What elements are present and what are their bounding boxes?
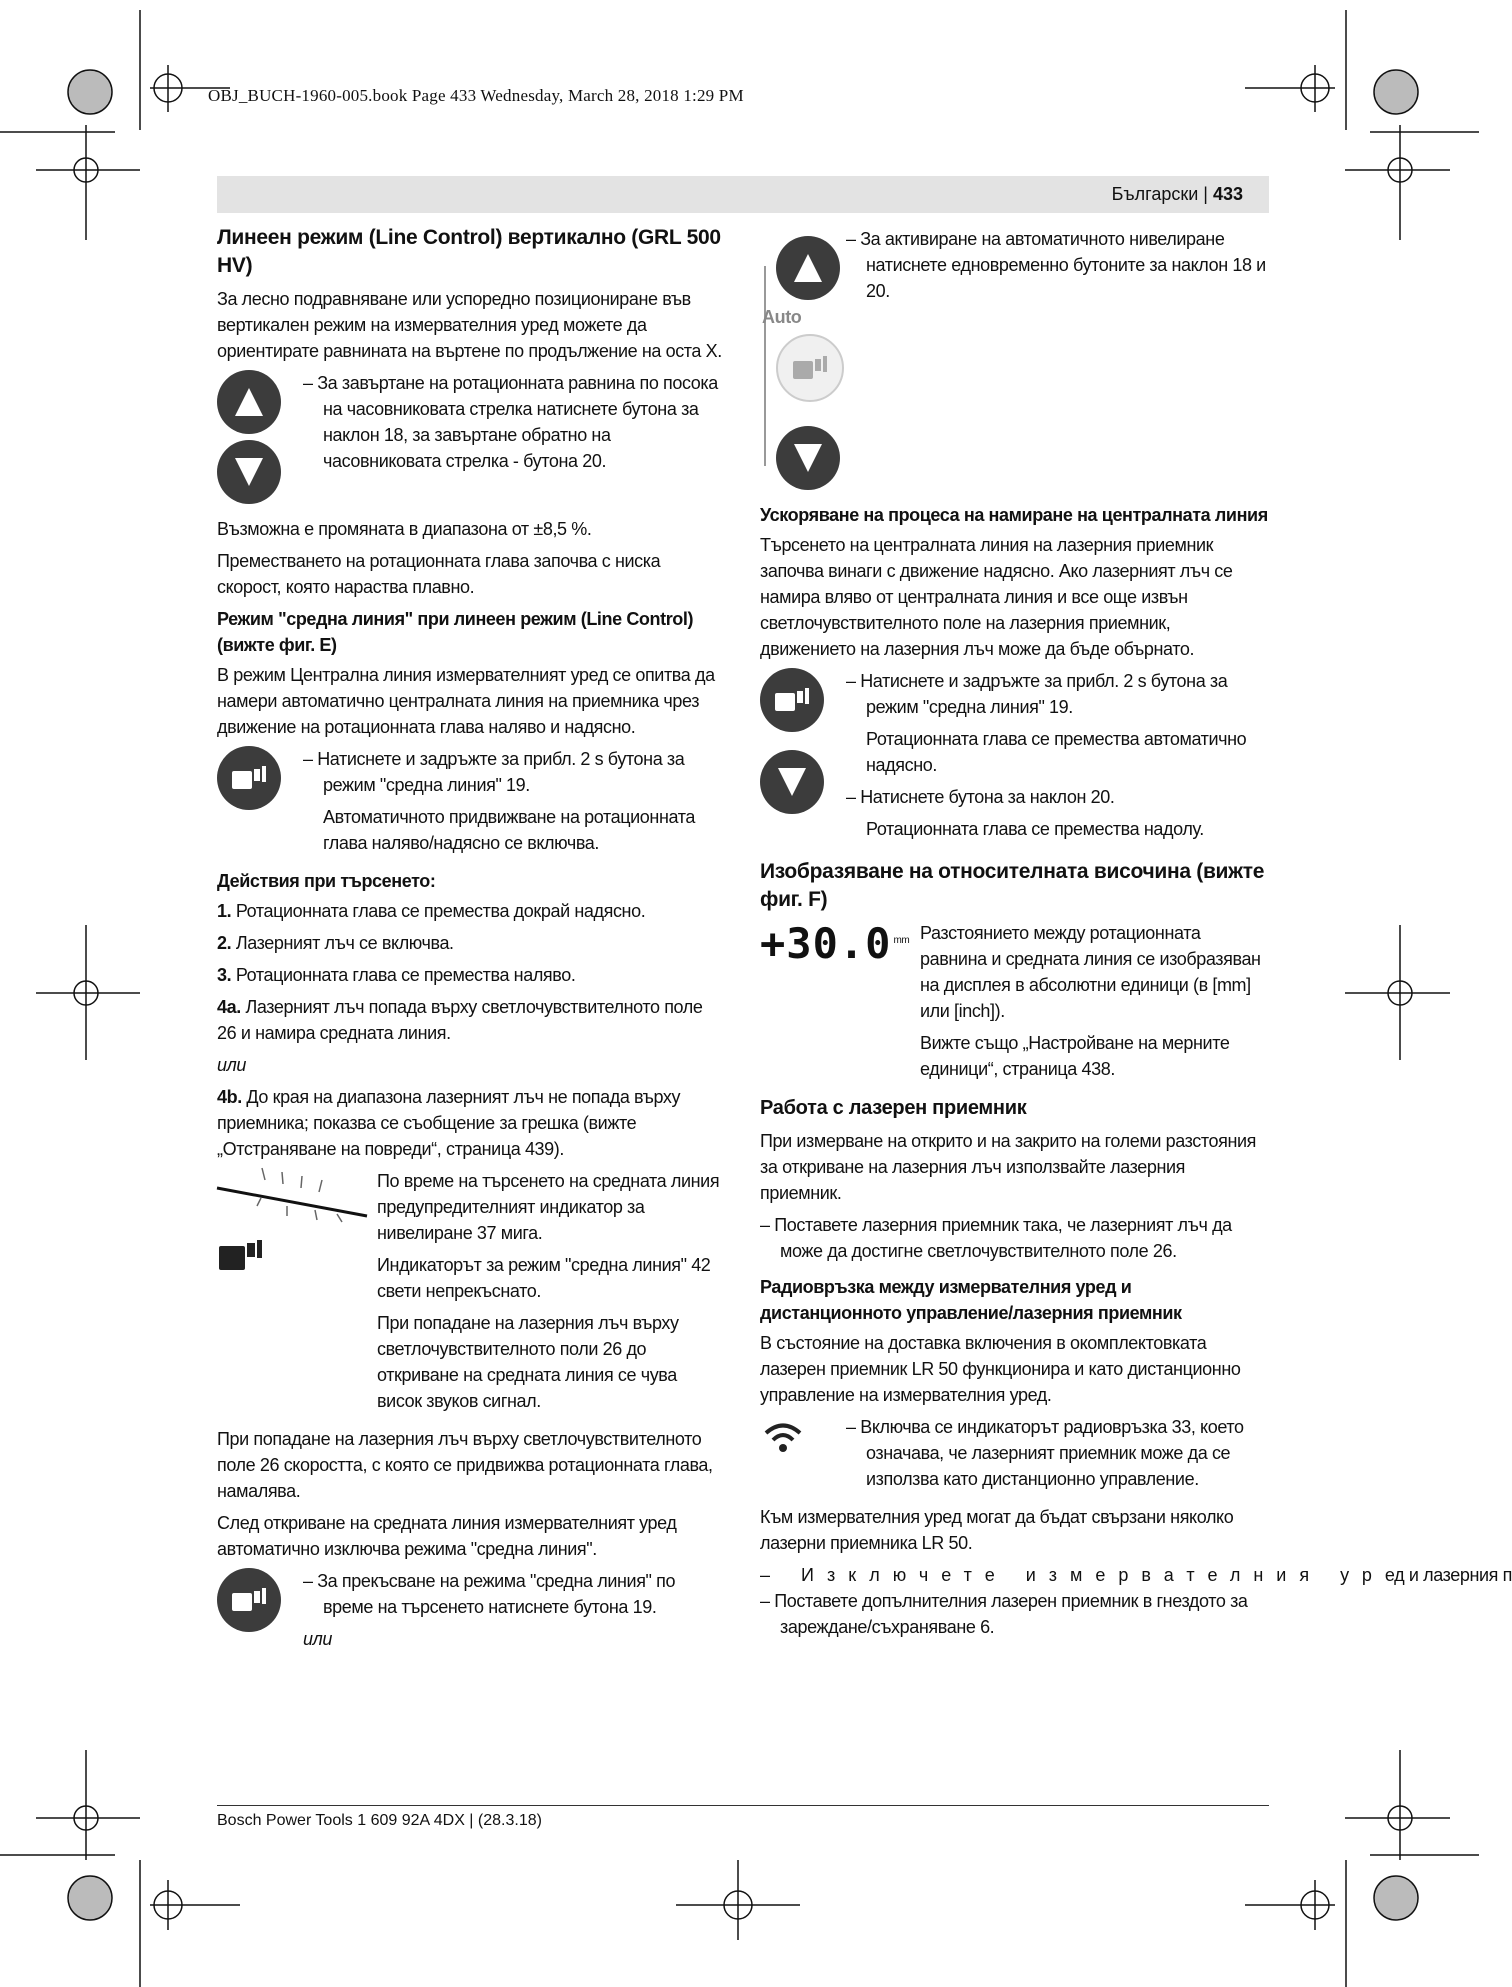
- step-number: 3.: [217, 965, 232, 985]
- heading-accelerate: Ускоряване на процеса на намиране на централната линия: [760, 505, 1268, 525]
- page-number: 433: [1212, 184, 1243, 204]
- step-number: 1.: [217, 901, 232, 921]
- search-step: [217, 994, 725, 1046]
- search-indicator-block: [217, 1168, 725, 1420]
- hold-instruction: [217, 746, 725, 862]
- interrupt-instruction: [217, 1568, 725, 1658]
- heading-radio: Радиовръзка между измервателния уред и дистанционното управление/лазерния приемник: [760, 1277, 1182, 1323]
- step-text: До края на диапазона лазерният лъч не попада върху приемника; показва се съобщение за грешка (вижте „Отстраняване на повреди“, страница 439).: [217, 1087, 681, 1159]
- display-value: +30.0: [760, 919, 892, 968]
- bullet-radio: – Включва се индикаторът радиовръзка 33, което означава, че лазерният приемник може да се използва като дистанционно управление.: [846, 1417, 1244, 1489]
- bullet-insert: – Поставете допълнителния лазерен приемник в гнездото за зареждане/съхраняване 6.: [760, 1591, 1248, 1637]
- bullet-interrupt: – За прекъсване на режима "средна линия" по време на търсенето натиснете бутона 19.: [303, 1571, 676, 1617]
- paragraph-distance: Разстоянието между ротационната равнина и средната линия се изобразяван на дисплея в абсолютни единици (в [mm] или [inch]).: [920, 923, 1261, 1021]
- bullet-hold: – Натиснете и задръжте за прибл. 2 s бутона за режим "средна линия" 19.: [303, 749, 685, 795]
- paragraph-speed: Преместването на ротационната глава започва с ниска скорост, която нараства плавно.: [217, 551, 661, 597]
- paragraph-signal: При попадане на лазерния лъч върху светлочувствителното поли 26 до откриване на средната линия се чува висок звуков сигнал.: [377, 1313, 679, 1411]
- heading-line-control: Линеен режим (Line Control) вертикално (GRL 500 HV): [217, 226, 721, 277]
- bullet-hold-result: Ротационната глава се премества автоматично надясно.: [866, 729, 1247, 775]
- radio-instruction: [760, 1414, 1270, 1498]
- heading-relative-height: Изобразяване на относителната височина (вижте фиг. F): [760, 860, 1265, 911]
- search-step: [217, 898, 725, 924]
- step-text: Лазерният лъч попада върху светлочувствителното поле 26 и намира средната линия.: [217, 997, 703, 1043]
- search-step: [217, 962, 725, 988]
- height-display-block: [760, 920, 1270, 1088]
- search-step: [217, 930, 725, 956]
- search-steps-list: [217, 898, 725, 1046]
- bullet-hold: – Натиснете и задръжте за прибл. 2 s бутона за режим "средна линия" 19.: [846, 671, 1228, 717]
- bullet-auto: – За активиране на автоматичното нивелиране натиснете едновременно бутоните за наклон 18 и 20.: [846, 229, 1266, 301]
- right-column: [760, 224, 1512, 1646]
- paragraph-auto-off: След откриване на средната линия измервателният уред автоматично изключва режима "средна линия".: [217, 1513, 677, 1559]
- tilt-down-button-icon: [760, 750, 824, 814]
- paragraph-several: Към измервателния уред могат да бъдат свързани няколко лазерни приемника LR 50.: [760, 1507, 1234, 1553]
- paragraph-receiver: При измерване на открито и на закрито на големи разстояния за откриване на лазерния лъч използвайте лазерния приемник.: [760, 1131, 1256, 1203]
- footer: Bosch Power Tools 1 609 92A 4DX | (28.3.18): [217, 1812, 542, 1829]
- center-line-button-icon: [217, 746, 281, 810]
- radio-signal-icon: [760, 1414, 806, 1454]
- footer-rule: [217, 1805, 1269, 1806]
- bullet-switch-off-spaced: – Изключете измервателния ур: [760, 1565, 1385, 1585]
- paragraph-range: Възможна е промяната в диапазона от ±8,5 %.: [217, 519, 592, 539]
- left-column: [217, 224, 725, 1664]
- step-text: Лазерният лъч се включва.: [235, 933, 454, 953]
- step-number: 4a.: [217, 997, 241, 1017]
- running-head-language: Български: [1111, 184, 1199, 204]
- paragraph-blink: По време на търсенето на средната линия предупредителният индикатор за нивелиране 37 мига.: [377, 1171, 720, 1243]
- step-text: Ротационната глава се премества докрай надясно.: [235, 901, 646, 921]
- paragraph-center: В режим Централна линия измервателният уред се опитва да намери автоматично централната линия на приемника чрез движение на ротационната глава наляво и надясно.: [217, 665, 715, 737]
- step-number: 2.: [217, 933, 232, 953]
- bullet-tilt: – Натиснете бутона за наклон 20.: [846, 787, 1115, 807]
- bracket-line: [764, 266, 766, 466]
- paragraph-indicator: Индикаторът за режим "средна линия" 42 свети непрекъснато.: [377, 1255, 711, 1301]
- step-number: 4b.: [217, 1087, 242, 1107]
- running-head: Български | 433: [217, 176, 1269, 213]
- heading-actions: Действия при търсенето:: [217, 871, 436, 891]
- tilt-down-button-icon: [776, 426, 840, 490]
- heading-center-line: Режим "средна линия" при линеен режим (Line Control) (вижте фиг. E): [217, 609, 694, 655]
- auto-label: Auto: [762, 307, 802, 327]
- bullet-rotate: – За завъртане на ротационната равнина по посока на часовниковата стрелка натиснете бутона за наклон 18, за завъртане обратно на часовниковата стрелка - бутона 20.: [303, 373, 718, 471]
- bullet-switch-off: [760, 1562, 1512, 1588]
- bullet-hold-result: Автоматичното придвижване на ротационната глава наляво/надясно се включва.: [323, 807, 695, 853]
- bullet-place: – Поставете лазерния приемник така, че лазерният лъч да може да достигне светлочувствителното поле 26.: [760, 1215, 1232, 1261]
- or-text: или: [303, 1629, 332, 1649]
- height-display: [760, 920, 920, 1088]
- bullet-switch-off-rest: ед и лазерния п: [1384, 1565, 1512, 1585]
- paragraph-intro: За лесно подравняване или успоредно позициониране във вертикален режим на измервателния уред можете да ориентирате равнината на въртене по продължение на оста X.: [217, 289, 722, 361]
- tilt-up-button-icon: [217, 370, 281, 434]
- bullet-tilt-result: Ротационната глава се премества надолу.: [866, 819, 1204, 839]
- paragraph-radio: В състояние на доставка включения в окомплектовката лазерен приемник LR 50 функционира и като дистанционно управление на измервателния уред.: [760, 1333, 1241, 1405]
- paragraph-accelerate: Търсенето на централната линия на лазерния приемник започва винаги с движение надясно. Ако лазерният лъч се намира вляво от централната линия и все още извън светлочувствителното поле на лазерния приемник, движението на лазерния лъч може да бъде обърнато.: [760, 535, 1233, 659]
- auto-level-instruction: [760, 226, 1270, 496]
- center-line-button-icon: [776, 334, 844, 402]
- laser-beam-blink-icon: [217, 1168, 367, 1278]
- paragraph-slow: При попадане на лазерния лъч върху светлочувствителното поле 26 скоростта, с която се придвижва ротационната глава, намалява.: [217, 1429, 713, 1501]
- paragraph-see-also: Вижте също „Настройване на мерните единици“, страница 438.: [920, 1033, 1230, 1079]
- rotate-instruction: [217, 370, 725, 504]
- accelerate-instructions: [760, 668, 1270, 848]
- print-header: OBJ_BUCH-1960-005.book Page 433 Wednesday, March 28, 2018 1:29 PM: [208, 86, 744, 105]
- tilt-up-button-icon: [776, 236, 840, 300]
- heading-receiver: Работа с лазерен приемник: [760, 1097, 1027, 1119]
- or-text: или: [217, 1055, 246, 1075]
- display-unit: mm: [893, 935, 910, 946]
- center-line-button-icon: [217, 1568, 281, 1632]
- center-line-button-icon: [760, 668, 824, 732]
- tilt-down-button-icon: [217, 440, 281, 504]
- step-text: Ротационната глава се премества наляво.: [235, 965, 576, 985]
